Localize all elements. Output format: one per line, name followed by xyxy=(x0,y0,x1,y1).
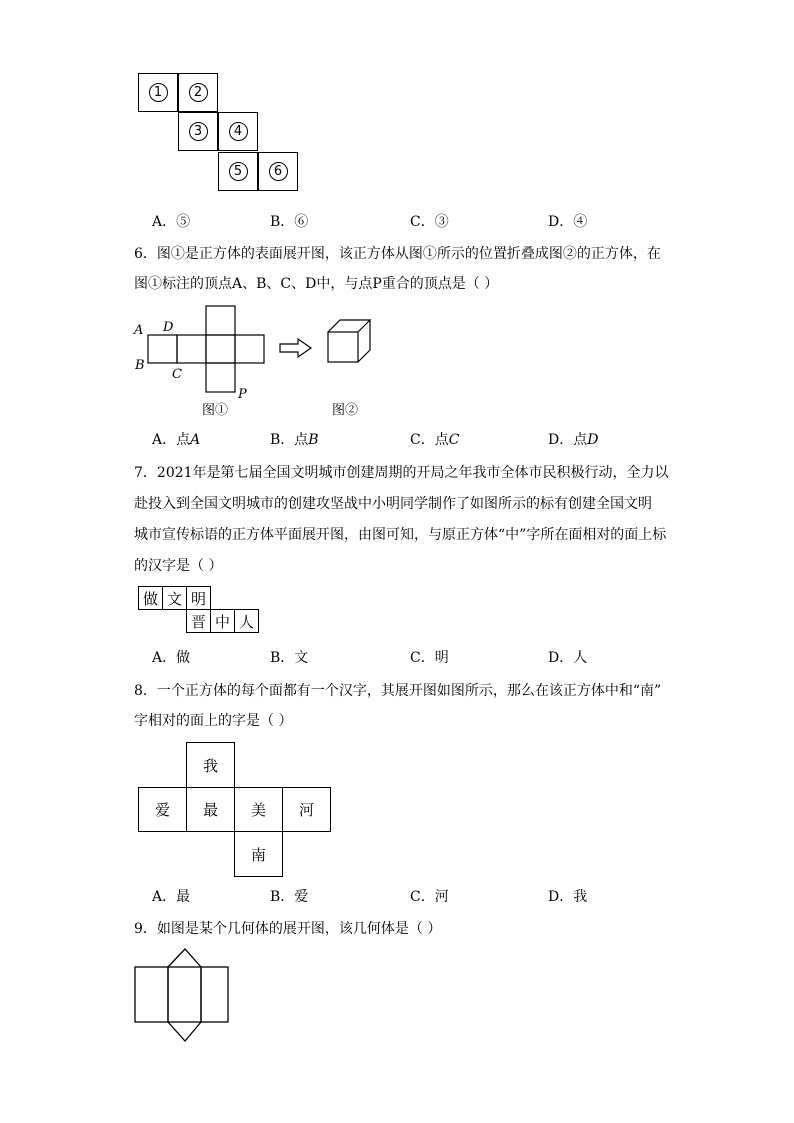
net-cell-2 xyxy=(178,73,218,112)
arrow-icon xyxy=(280,339,311,357)
q9-stem-line-1: 9．如图是某个几何体的展开图，该几何体是（ ） xyxy=(134,921,442,937)
option-label: D． xyxy=(548,650,574,666)
option-c[interactable] xyxy=(410,887,449,907)
vertex-label-a: A xyxy=(134,323,144,338)
option-value: 河 xyxy=(434,889,449,905)
net-cell: 人 xyxy=(234,609,259,633)
net-cell: 美 xyxy=(234,787,283,832)
net-square xyxy=(206,363,235,392)
option-label: A． xyxy=(152,214,177,230)
triangle-bottom xyxy=(168,1022,201,1041)
option-value: A xyxy=(190,432,201,448)
option-a[interactable] xyxy=(152,212,190,232)
q6-stem-line-2: 图①标注的顶点A、B、C、D中，与点P重合的顶点是（ ） xyxy=(134,276,499,292)
option-c[interactable] xyxy=(410,430,459,450)
figure-caption-2: 图② xyxy=(332,403,359,418)
net-cell-4 xyxy=(218,112,258,151)
option-a[interactable] xyxy=(152,887,190,907)
net-cell: 南 xyxy=(234,831,283,877)
cube-front-face xyxy=(328,332,358,362)
option-label: D． xyxy=(548,889,574,905)
option-label: A． xyxy=(152,889,177,905)
q7-stem-line-2: 赴投入到全国文明城市的创建攻坚战中小明同学制作了如图所示的标有创建全国文明 xyxy=(134,496,652,512)
option-value: 文 xyxy=(294,650,309,666)
option-value: 爱 xyxy=(294,889,309,905)
option-d[interactable] xyxy=(548,212,587,232)
q7-stem-line-4: 的汉字是（ ） xyxy=(134,558,223,574)
prism-face xyxy=(168,967,201,1022)
option-label: D． xyxy=(548,214,574,230)
net-cell: 文 xyxy=(162,586,187,610)
circled-number: 3 xyxy=(189,122,208,141)
net-cell: 做 xyxy=(138,586,163,610)
circled-number: 2 xyxy=(189,83,208,102)
option-value: 做 xyxy=(176,650,191,666)
net-cell-3 xyxy=(178,112,218,151)
option-label: B． xyxy=(270,650,295,666)
option-value: 明 xyxy=(434,650,449,666)
net-cell: 最 xyxy=(186,787,235,832)
option-label: C． xyxy=(410,889,435,905)
option-label: C． xyxy=(410,650,435,666)
option-b[interactable] xyxy=(270,430,319,450)
circled-number: 5 xyxy=(229,162,248,181)
q8-stem-line-2: 字相对的面上的字是（ ） xyxy=(134,713,293,729)
option-value: D xyxy=(587,432,599,448)
vertex-label-d: D xyxy=(163,320,174,335)
option-c[interactable] xyxy=(410,648,449,668)
q9-figure xyxy=(130,945,240,1055)
option-label: C． xyxy=(410,214,435,230)
option-b[interactable] xyxy=(270,212,308,232)
option-value: ⑤ xyxy=(176,214,191,230)
q6-stem-line-1: 6．图①是正方体的表面展开图，该正方体从图①所示的位置折叠成图②的正方体，在 xyxy=(134,246,661,262)
circled-number: 6 xyxy=(269,162,288,181)
option-value: B xyxy=(308,432,319,448)
net-square xyxy=(177,335,206,363)
net-square xyxy=(148,335,177,363)
net-cell-6 xyxy=(258,152,298,191)
option-d[interactable] xyxy=(548,887,587,907)
option-value: 我 xyxy=(573,889,588,905)
figure-caption-1: 图① xyxy=(202,403,229,418)
triangle-top xyxy=(168,949,201,967)
option-d[interactable] xyxy=(548,648,587,668)
net-square xyxy=(206,306,235,335)
option-value: ⑥ xyxy=(294,214,309,230)
option-b[interactable] xyxy=(270,648,308,668)
option-value: 最 xyxy=(176,889,191,905)
option-label: A．点 xyxy=(152,432,191,448)
option-label: D．点 xyxy=(548,432,588,448)
option-d[interactable] xyxy=(548,430,598,450)
net-cell-1 xyxy=(138,73,178,112)
option-c[interactable] xyxy=(410,212,449,232)
net-cell: 中 xyxy=(210,609,235,633)
option-label: C．点 xyxy=(410,432,449,448)
q6-figure xyxy=(130,300,390,420)
option-b[interactable] xyxy=(270,887,308,907)
option-label: A． xyxy=(152,650,177,666)
option-value: ④ xyxy=(573,214,588,230)
option-label: B． xyxy=(270,889,295,905)
vertex-label-p: P xyxy=(238,387,247,402)
net-cell: 爱 xyxy=(138,787,187,832)
net-square xyxy=(206,335,235,363)
vertex-label-c: C xyxy=(172,367,182,382)
net-cell: 明 xyxy=(186,586,211,610)
option-label: B． xyxy=(270,214,295,230)
q7-stem-line-1: 7．2021年是第七届全国文明城市创建周期的开局之年我市全体市民积极行动，全力以 xyxy=(134,465,669,481)
q8-stem-line-1: 8．一个正方体的每个面都有一个汉字，其展开图如图所示，那么在该正方体中和“南” xyxy=(134,683,662,699)
prism-face xyxy=(135,967,168,1022)
net-cell: 河 xyxy=(282,787,331,832)
net-cell: 我 xyxy=(186,742,235,788)
circled-number: 4 xyxy=(229,122,248,141)
net-cell: 晋 xyxy=(186,609,211,633)
q7-stem-line-3: 城市宣传标语的正方体平面展开图，由图可知，与原正方体“中”字所在面相对的面上标 xyxy=(134,527,667,543)
net-cell-5 xyxy=(218,152,258,191)
vertex-label-b: B xyxy=(135,358,145,373)
prism-face xyxy=(201,967,228,1022)
cube-edges xyxy=(328,320,370,362)
circled-number: 1 xyxy=(149,83,168,102)
option-a[interactable] xyxy=(152,430,200,450)
option-a[interactable] xyxy=(152,648,190,668)
option-value: 人 xyxy=(573,650,588,666)
option-label: B．点 xyxy=(270,432,309,448)
net-square xyxy=(235,335,264,363)
option-value: C xyxy=(448,432,460,448)
option-value: ③ xyxy=(434,214,449,230)
